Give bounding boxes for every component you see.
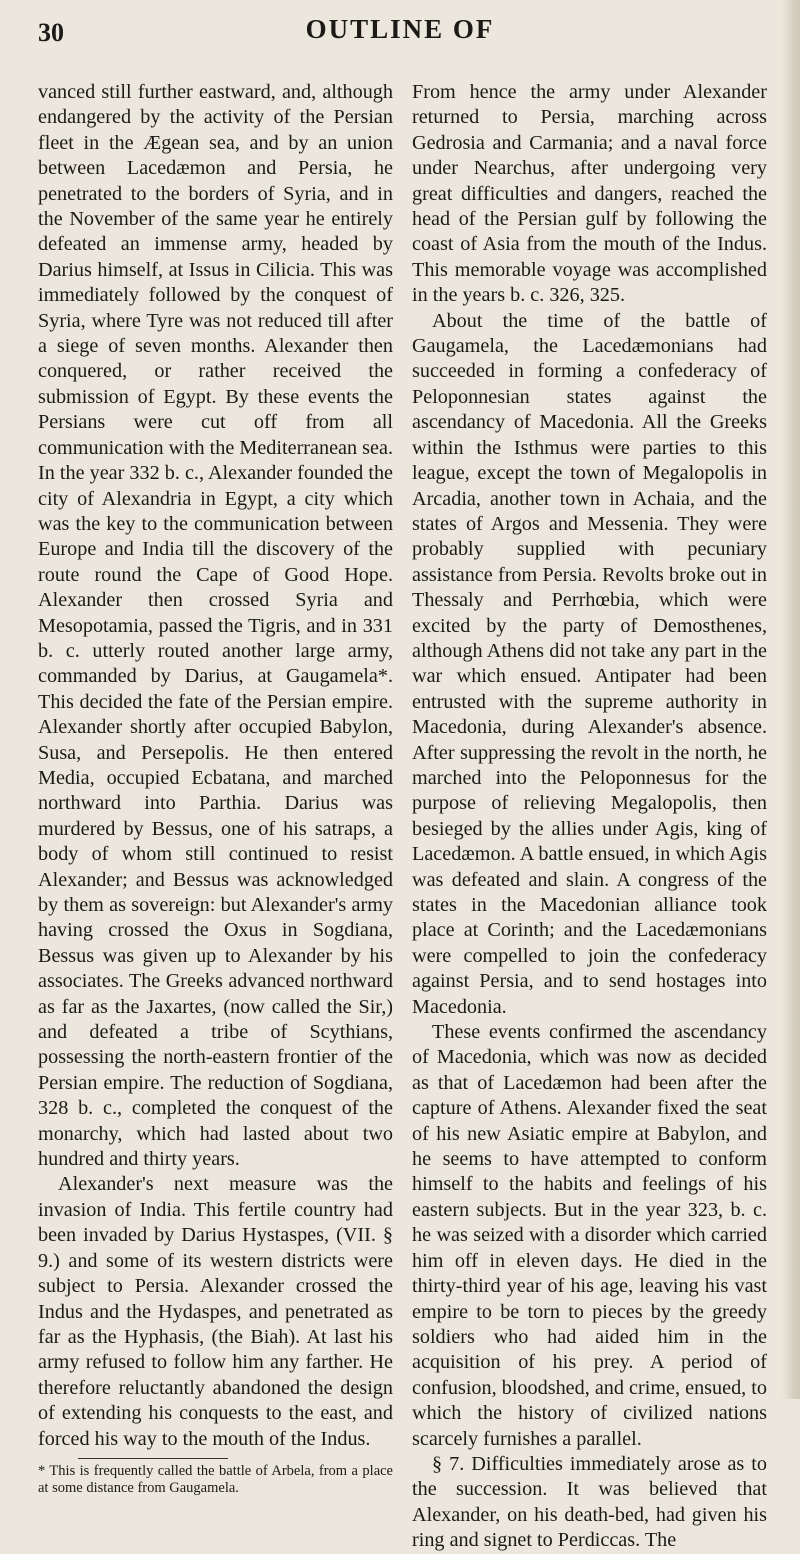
left-column	[38, 80, 393, 1497]
paragraph: From hence the army under Alexander returned to Persia, marching across Gedrosia and Carmania; and a naval force under Nearchus, after undergoing very great difficulties and dangers, reached the head of the Persian gulf by following the coast of Asia from the mouth of the Indus. This memorable voyage was accomplished in the years b. c. 326, 325.	[412, 81, 767, 307]
running-title: OUTLINE OF	[305, 14, 495, 44]
paragraph: These events confirmed the ascendancy of Macedonia, which was now as decided as that of Lacedæmon had been after the capture of Athens. Alexander fixed the seat of his new Asiatic empire at Babylon, and he seems to have attempted to conform himself to the habits and feelings of his eastern subjects. But in the year 323, b. c. he was seized with a disorder which carried him off in eleven days. He died in the thirty-third year of his age, leaving his vast empire to be torn to pieces by the greedy soldiers who had aided him in the acquisition of his prey. A period of confusion, bloodshed, and crime, ensued, to which the history of civilized nations scarcely furnishes a parallel.	[412, 1021, 767, 1450]
page-number: 30	[38, 18, 64, 47]
paragraph: vanced still further eastward, and, although endangered by the activity of the Persian fleet in the Ægean sea, and by an union between Lacedæmon and Persia, he penetrated to the borders of Syria, and in the November of the same year he entirely defeated an immense army, headed by Darius himself, at Issus in Cilicia. This was immediately followed by the conquest of Syria, where Tyre was not reduced till after a siege of seven months. Alexander then conquered, or rather received the submission of Egypt. By these events the Persians were cut off from all communication with the Mediterranean sea. In the year 332 b. c., Alexander founded the city of Alexandria in Egypt, a city which was the key to the communication between Europe and India till the discovery of the route round the Cape of Good Hope. Alexander then crossed Syria and Mesopotamia, passed the Tigris, and in 331 b. c. utterly routed another large army, commanded by Darius, at Gaugamela*. This decided the fate of the Persian empire. Alexander shortly after occupied Babylon, Susa, and Persepolis. He then entered Media, occupied Ecbatana, and marched northward into Parthia. Darius was murdered by Bessus, one of his satraps, a body of whom still continued to resist Alexander; and Bessus was acknowledged by them as sovereign: but Alexander's army having crossed the Oxus in Sogdiana, Bessus was given up to Alexander by his associates. The Greeks advanced northward as far as the Jaxartes, (now called the Sir,) and defeated a tribe of Scythians, possessing the north-eastern frontier of the Persian empire. The reduction of Sogdiana, 328 b. c., completed the conquest of the monarchy, which had lasted about two hundred and thirty years.	[38, 81, 393, 1171]
footnote-divider	[78, 1458, 228, 1459]
paragraph: About the time of the battle of Gaugamela, the Lacedæmonians had succeeded in forming a confederacy of Peloponnesian states against the ascendancy of Macedonia. All the Greeks within the Isthmus were parties to this league, except the town of Megalopolis in Arcadia, another town in Achaia, and the states of Argos and Messenia. They were probably supplied with pecuniary assistance from Persia. Revolts broke out in Thessaly and Perrhœbia, which were excited by the party of Demosthenes, although Athens did not take any part in the war which ensued. Antipater had been entrusted with the supreme authority in Macedonia, during Alexander's absence. After suppressing the revolt in the north, he marched into the Peloponnesus for the purpose of relieving Megalopolis, then besieged by the allies under Agis, king of Lacedæmon. A battle ensued, in which Agis was defeated and slain. A congress of the states in the Macedonian alliance took place at Corinth; and the Lacedæmonians were compelled to join the confederacy against Persia, and to send hostages into Macedonia.	[412, 309, 767, 1018]
page-edge-shadow	[782, 0, 800, 1399]
paragraph: Alexander's next measure was the invasion of India. This fertile country had been invaded by Darius Hystaspes, (VII. § 9.) and some of its western districts were subject to Persia. Alexander crossed the Indus and the Hydaspes, and penetrated as far as the Hyphasis, (the Biah). At last his army refused to follow him any farther. He therefore reluctantly abandoned the design of extending his conquests to the east, and forced his way to the mouth of the Indus.	[38, 1173, 393, 1450]
right-column	[412, 80, 767, 1554]
paragraph: § 7. Difficulties immediately arose as to the succession. It was believed that Alexander, on his death-bed, had given his ring and signet to Perdiccas. The	[412, 1452, 767, 1552]
footnote: * This is frequently called the battle of Arbela, from a place at some distance from Gaugamela.	[38, 1462, 393, 1496]
